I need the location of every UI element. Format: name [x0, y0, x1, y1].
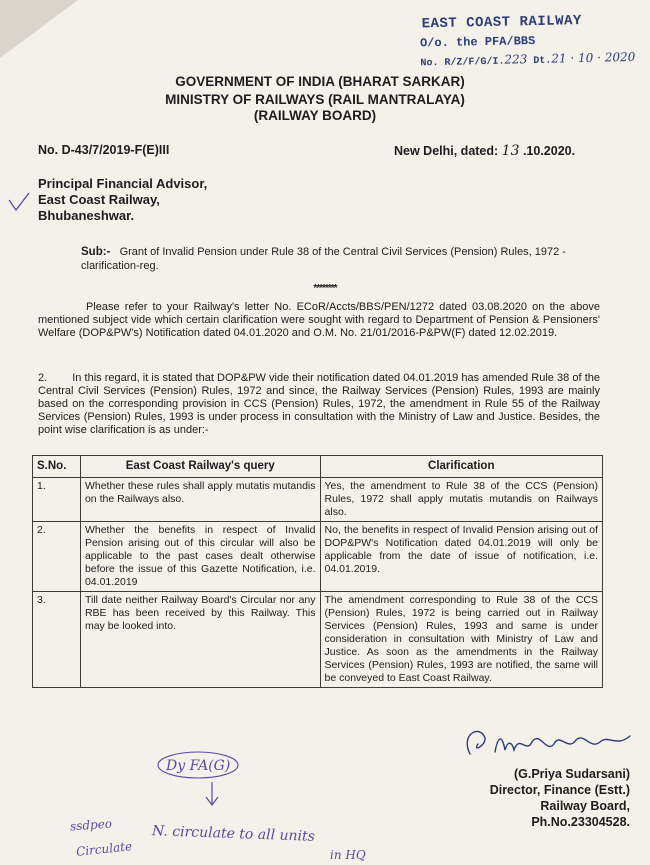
- row-clarification: Yes, the amendment to Rule 38 of the CCS (Pension) Rules, 1972 shall apply mutatis mutandis on Railways also.: [320, 478, 602, 522]
- row-sno: 2.: [33, 522, 81, 592]
- signature-block: [430, 766, 630, 830]
- row-query: Whether these rules shall apply mutatis mutandis on the Railways also.: [80, 478, 320, 522]
- table-header-row: [33, 456, 603, 478]
- addressee-line-2: East Coast Railway,: [38, 192, 160, 207]
- handwritten-dyfa: Dy FA(G): [166, 758, 231, 774]
- handwritten-note-left-1: ssdpeo: [69, 816, 113, 834]
- signatory-designation: Director, Finance (Estt.): [489, 783, 630, 797]
- row-sno: 3.: [33, 592, 81, 688]
- subject-text: Grant of Invalid Pension under Rule 38 of the Central Civil Services (Pension) Rules, 1972 -clarification-reg.: [81, 246, 566, 272]
- subject-label: Sub:-: [81, 246, 111, 258]
- signatory-office: Railway Board,: [540, 799, 630, 813]
- subject-line: [81, 245, 601, 273]
- letter-date-day: 13: [501, 143, 520, 159]
- row-clarification: No, the benefits in respect of Invalid Pension arising out of DOP&PW's Notification dated 04.01.2019 will only be applicable from the date of issue of notification, i.e. 04.01.2019.: [320, 522, 602, 592]
- row-query: Whether the benefits in respect of Invalid Pension arising out of this circular will also be applicable to the past cases dealt otherwise before the issue of this Gazette Notification, i.e. 04.01.2019: [80, 522, 320, 592]
- column-header-query: East Coast Railway's query: [80, 456, 320, 478]
- row-query: Till date neither Railway Board's Circular nor any RBE has been received by this Railway. This may be looked into.: [80, 592, 320, 688]
- clarification-table: [32, 455, 603, 688]
- stamp-dt-label: Dt.: [533, 55, 552, 68]
- stamp-date-handwritten: 21 · 10 · 2020: [551, 49, 636, 66]
- folded-corner: [0, 0, 78, 58]
- letter-date-suffix: .10.2020.: [519, 144, 576, 158]
- handwritten-note-left-2: Circulate: [75, 839, 133, 859]
- handwritten-note-hq: in HQ: [330, 848, 366, 862]
- paragraph-2-text: In this regard, it is stated that DOP&PW vide their notification dated 04.01.2019 has amended Rule 38 of the Central Civil Services (Pension) Rules, 1972 and since, the Railway Services (Pension) Rules, 1993 are mainly based on the corresponding provision in CCS (Pension) Rules, 1972, the amendment in Rule 55 of the Railway Services (Pension) Rules, 1993 is under process in consultation with the Ministry of Law and Justice. Besides, the point wise clarification is as under:-: [38, 372, 600, 436]
- stamp-ref-handwritten: 223: [504, 52, 528, 67]
- stamp-line-2: O/o. the PFA/BBS: [419, 33, 536, 51]
- signatory-phone: Ph.No.23304528.: [531, 815, 630, 829]
- table-row: [33, 478, 603, 522]
- row-sno: 1.: [33, 478, 81, 522]
- row-clarification: The amendment corresponding to Rule 38 of the CCS (Pension) Rules, 1972 is being carried out in Railway Services (Pension) Rules, 1993 and same is under consideration in consultation with Ministry of Law and Justice. As soon as the amendments in the Railway Services (Pension) Rules, 1993 are notified, the same will be conveyed to East Coast Railway.: [320, 592, 602, 688]
- stamp-line-1: EAST COAST RAILWAY: [421, 13, 583, 33]
- addressee-block: [38, 176, 207, 224]
- receipt-stamp: [419, 12, 650, 70]
- letter-reference-number: No. D-43/7/2019-F(E)III: [38, 143, 170, 157]
- stamp-line-3: [420, 50, 650, 70]
- paragraph-2: [38, 372, 600, 437]
- addressee-line-3: Bhubaneshwar.: [38, 208, 135, 223]
- paragraph-1: Please refer to your Railway's letter No. ECoR/Accts/BBS/PEN/1272 dated 03.08.2020 on the above mentioned subject vide which certain clarification were sought with regard to Department of Pension & Pensioners' Welfare (DOP&PW's) Notification dated 04.01.2020 and O.M. No. 21/01/2016-P&PW(F) dated 12.02.2019.: [38, 301, 600, 339]
- column-header-sno: S.No.: [33, 456, 81, 478]
- header-ministry: MINISTRY OF RAILWAYS (RAIL MANTRALAYA): [165, 92, 465, 107]
- table-row: [33, 522, 603, 592]
- arrow-down-icon: [204, 780, 220, 808]
- signatory-name: (G.Priya Sudarsani): [513, 767, 630, 781]
- header-government: GOVERNMENT OF INDIA (BHARAT SARKAR): [175, 74, 465, 89]
- handwritten-signature: [450, 724, 640, 764]
- letter-date-prefix: New Delhi, dated:: [394, 144, 502, 158]
- header-board: (RAILWAY BOARD): [253, 108, 377, 123]
- paragraph-2-number: 2.: [38, 372, 48, 384]
- letter-date: [394, 143, 575, 159]
- table-row: [33, 592, 603, 688]
- separator-stars: ********: [313, 283, 337, 294]
- column-header-clarification: Clarification: [320, 456, 602, 478]
- checkmark-icon: [8, 192, 30, 214]
- handwritten-instruction: N. circulate to all units: [151, 823, 316, 845]
- stamp-ref-prefix: No. R/Z/F/G/I.: [420, 56, 505, 70]
- addressee-line-1: Principal Financial Advisor,: [38, 176, 208, 191]
